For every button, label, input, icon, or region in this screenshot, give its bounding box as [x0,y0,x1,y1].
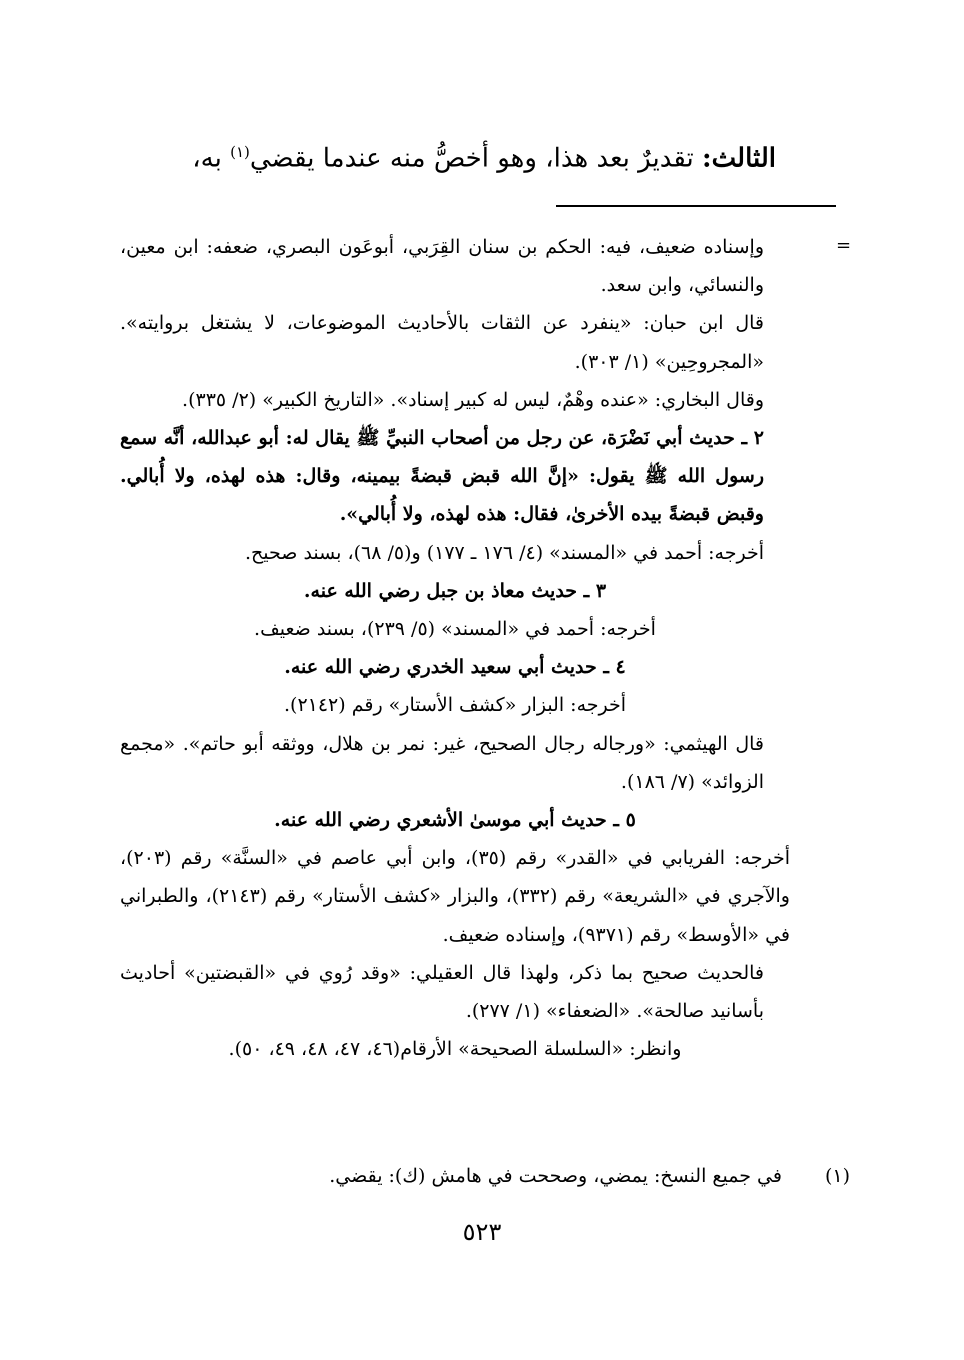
note-paragraph: قال ابن حبان: «ينفرد عن الثقات بالأحاديث الموضوعات، لا يشتغل بروايته». «المجروحِين» (١/ ٣٠٣). [120,312,764,373]
section-heading: الثالث: [702,143,776,174]
note-paragraph: أخرجه: البزار «كشف الأستار» رقم (٢١٤٢). [283,694,627,717]
footnote-continuation [120,228,790,1068]
main-text-tail: به، [192,143,222,174]
note-paragraph: قال الهيثمي: «ورجاله رجال الصحيح، غير: نمر بن هلال، ووثقه أبو حاتم». «مجمع الزوائد» (٧/ ١٨٦). [120,732,764,793]
footnote-reference: (١) [230,143,250,161]
footnote-separator [556,205,836,207]
note-paragraph: أخرجه: أحمد في «المسند» (٤/ ١٧٦ ـ ١٧٧) و(٥/ ٦٨)، بسند صحيح. [244,541,764,564]
hadith-heading: ٤ ـ حديث أبي سعيد الخدري رضي الله عنه. [284,656,626,679]
note-paragraph: وقال البخاري: «عنده وهْمٌ، ليس له كبير إسناد». «التاريخ الكبير» (٢/ ٣٣٥). [182,388,764,411]
hadith-paragraph: ٢ ـ حديث أبي نَضْرَة، عن رجل من أصحاب النبيِّ ﷺ يقال له: أبو عبدالله، أنَّه سمع رسول الله ﷺ يقول: «إنَّ الله قبض قبضةً بيمينه، وقال: هذه لهذه، ولا أُبالي. وقبض قبضةً بيده الأخرىٰ، فقال: هذه لهذه، ولا أُبالي». [120,427,764,526]
hadith-heading: ٣ ـ حديث معاذ بن جبل رضي الله عنه. [303,579,607,602]
footnote-text: في جميع النسخ: يمضي، وصححت في هامش (ك): يقضي. [329,1165,782,1187]
note-paragraph: وانظر: «السلسلة الصحيحة» الأرقام(٤٦، ٤٧، ٤٨، ٤٩، ٥٠). [228,1038,682,1061]
continuation-mark: = [836,235,852,256]
footnote [120,1157,850,1195]
main-text: تقديرٌ بعد هذا، وهو أخصُّ منه عندما يقضي [249,143,694,174]
hadith-heading: ٥ ـ حديث أبي موسىٰ الأشعري رضي الله عنه. [274,809,636,832]
main-text-line [126,132,776,179]
note-paragraph: أخرجه: الفريابي في «القدر» رقم (٣٥)، وابن أبي عاصم في «السنَّة» رقم (٢٠٣)، والآجري في «الشريعة» رقم (٣٣٢)، والبزار «كشف الأستار» رقم (٢١٤٣)، والطبراني في «الأوسط» رقم (٩٣٧١)، وإسناده ضعيف. [120,847,790,946]
note-paragraph: فالحديث صحيح بما ذكر، ولهذا قال العقيلي: «وقد رُوي في «القبضتين» أحاديث بأسانيد صالحة». «الضعفاء» (١/ ٢٧٧). [120,961,764,1023]
page-number: ٥٢٣ [462,1218,502,1246]
note-paragraph: أخرجه: أحمد في «المسند» (٥/ ٢٣٩)، بسند ضعيف. [254,618,656,641]
footnote-number: (١) [824,1165,850,1187]
note-paragraph: وإسناده ضعيف، فيه: الحكم بن سنان القِرَبي، أبوعَون البصري، ضعفه: ابن معين، والنسائي، وابن سعد. [120,236,764,297]
